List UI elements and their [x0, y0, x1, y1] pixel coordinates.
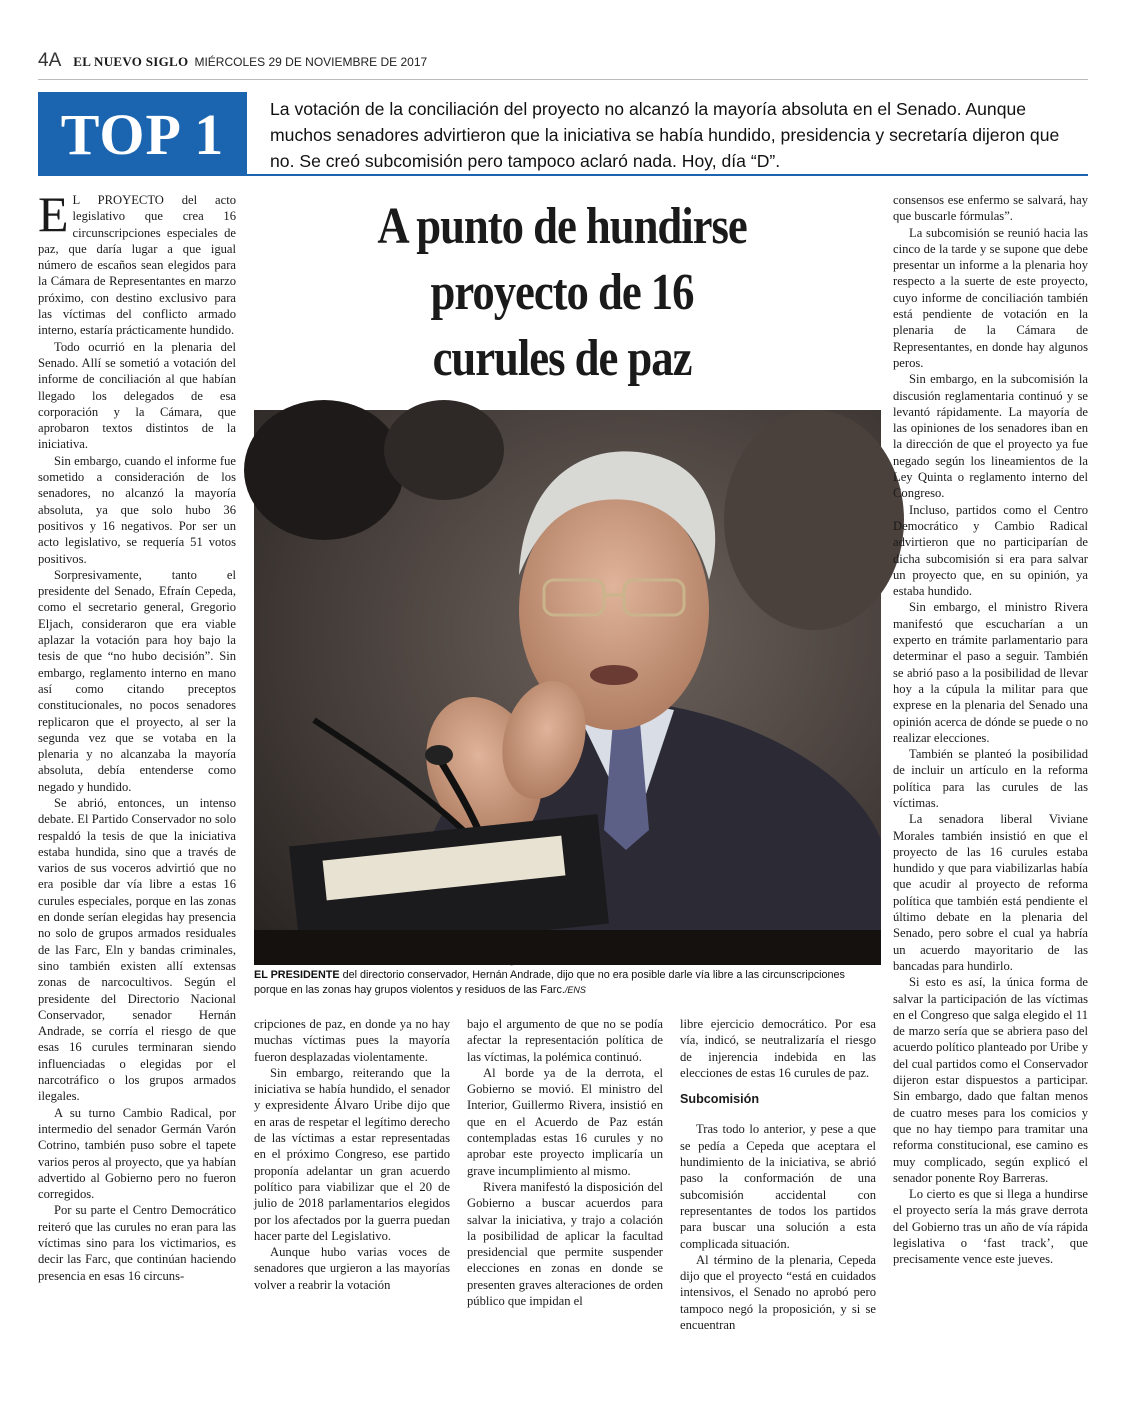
article-paragraph: Sorpresivamente, tanto el presidente del Senado, Efraín Cepeda, como el secretario general, Gregorio Eljach, consideraron que era viable aplazar la votación para hoy bajo la tesis de que “no hubo decisión”. Sin embargo, reglamento interno en mano así como citando preceptos constitucionales, no pocos senadores replicaron que el proyecto, al ser la segunda vez que se votaba en la plenaria y no alcanzaba la mayoría absoluta, debía entenderse como negado y hundido. — [38, 567, 236, 794]
headline — [304, 194, 820, 392]
article-paragraph: Rivera manifestó la disposición del Gobierno a buscar acuerdos para salvar la iniciativa, y trajo a colación la posibilidad de aplicar la facultad presidencial que permite suspender elecciones en zonas en donde se presenten graves alteraciones de orden público que impidan el — [467, 1179, 663, 1309]
headline-line-2: proyecto de 16 — [430, 264, 694, 321]
article-paragraph: A su turno Cambio Radical, por intermedio del senador Germán Varón Cotrino, también puso sobre el tapete varios peros al proyecto, que ya habían advertido al Gobierno pero no fueron corregidos. — [38, 1105, 236, 1202]
article-column-3 — [467, 1016, 663, 1309]
article-paragraph: Por su parte el Centro Democrático reiteró que las curules no eran para las víctimas sino para los victimarios, es decir las Farc, que continúan haciendo presencia en esas 16 circuns- — [38, 1203, 236, 1283]
article-paragraph: consensos ese enfermo se salvará, hay que buscarle fórmulas”. — [893, 193, 1088, 224]
article-column-2 — [254, 1016, 450, 1296]
article-paragraph: Incluso, partidos como el Centro Democrático y Cambio Radical advirtieron que no participarían de dicha subcomisión si era para salvar un proyecto que, en su opinión, ya estaba hundido. — [893, 502, 1088, 599]
article-photo — [254, 410, 881, 965]
article-paragraph: Sin embargo, reiterando que la iniciativa se había hundido, el senador y expresidente Álvaro Uribe dijo que en aras de respetar el legítimo derecho de las víctimas a estar representadas en el próximo Congreso, ese partido proponía adelantar un gran acuerdo político para viabilizar que el 20 de julio de 2018 parlamentarios elegidos por los afectados por la guerra puedan hacer parte del Legislativo. — [254, 1065, 450, 1243]
article-column-1 — [38, 186, 236, 1283]
page-number: 4A — [38, 50, 62, 71]
article-paragraph: cripciones de paz, en donde ya no hay muchas víctimas pues la mayoría fueron desplazadas violentamente. — [254, 1017, 450, 1064]
article-paragraph: bajo el argumento de que no se podía afectar la representación política de las víctimas, la polémica continuó. — [467, 1017, 663, 1064]
headline-line-3: curules de paz — [432, 330, 692, 387]
lead-words: L PROYECTO — [72, 193, 164, 207]
photo-caption — [254, 968, 881, 998]
headline-line-1: A punto de hundirse — [377, 198, 747, 255]
article-paragraph: Al término de la plenaria, Cepeda dijo que el proyecto “está en cuidados intensivos, el Senado no aprobó pero tampoco negó la proposición, y si se encuentran — [680, 1252, 876, 1333]
article-paragraph: Aunque hubo varias voces de senadores que urgieron a las mayorías volver a reabrir la votación — [254, 1245, 450, 1292]
article-paragraph: Sin embargo, el ministro Rivera manifestó que escucharían a un experto en trámite parlamentario para determinar el paso a seguir. También se abrió paso a la posibilidad de llevar hoy a la cúpula la militar para que exprese en la plenaria del Senado una opinión acerca de dónde se puede o no realizar elecciones. — [893, 600, 1088, 745]
photo-credit: /ENS — [564, 985, 586, 995]
article-paragraph: Tras todo lo anterior, y pese a que se pedía a Cepeda que aceptara el hundimiento de la iniciativa, se abrió paso la conformación de una subcomisión accidental con representantes de todos los partidos para buscar una solución a esta complicada situación. — [680, 1122, 876, 1251]
article-column-5 — [893, 192, 1088, 1292]
publication-date: MIÉRCOLES 29 DE NOVIEMBRE DE 2017 — [194, 55, 428, 69]
section-tag: TOP 1 — [38, 92, 247, 176]
article-paragraph: E L PROYECTO del acto legislativo que crea 16 circunscripciones especiales de paz, que daría lugar a que igual número de escaños sean elegidos para la Cámara de Representantes en marzo próximo, con destino exclusivo para las víctimas del conflicto armado interno, estaría prácticamente hundido. — [38, 186, 236, 338]
senator-speaking-illustration — [254, 410, 881, 965]
article-paragraph: Sin embargo, en la subcomisión la discusión reglamentaria continuó y se levantó rápidamente. La mayoría de las opiniones de los senadores iban en la dirección de que el proyecto ya fue negado según los lineamientos de la Ley Quinta o reglamento interno del Congreso. — [893, 372, 1088, 501]
article-column-4 — [680, 1016, 876, 1333]
article-paragraph: Sin embargo, cuando el informe fue sometido a consideración de los senadores, no alcanzó la mayoría absoluta, ya que solo hubo 36 positivos y 16 negativos. Por ser un acto legislativo, se requería 51 votos positivos. — [38, 453, 236, 566]
article-paragraph: Lo cierto es que si llega a hundirse el proyecto sería la más grave derrota del Gobierno tras un año de vía rápida legislativa o ‘fast track’, que precisamente vence este jueves. — [893, 1187, 1088, 1267]
article-paragraph: Todo ocurrió en la plenaria del Senado. Allí se sometió a votación del informe de conciliación al que habían llegado los delegados de esa corporación y la Cámara, que aprobaron textos distintos de la iniciativa. — [38, 339, 236, 452]
section-summary: La votación de la conciliación del proyecto no alcanzó la mayoría absoluta en el Senado. Aunque muchos senadores advirtieron que la iniciativa se había hundido, presidencia y secretaría dijeron que no. Se creó subcomisión pero tampoco aclaró nada. Hoy, día “D”. — [270, 99, 1060, 171]
page-header — [38, 50, 1088, 80]
article-paragraph: Al borde ya de la derrota, el Gobierno se movió. El ministro del Interior, Guillermo Rivera, insistió en que en el Acuerdo de Paz están contempladas estas 16 curules y no aprobar este proyecto implicaría un grave incumplimiento al mismo. — [467, 1065, 663, 1178]
article-paragraph: Se abrió, entonces, un intenso debate. El Partido Conservador no solo respaldó la tesis de que la iniciativa estaba hundida, sino que a través de varios de sus voceros advirtió que no era posible dar vía libre a estas 16 curules especiales, porque en las zonas en donde serían elegidas hay presencia no solo de grupos armados residuales de las Farc, Eln y bandas criminales, sino también existen allí extensas zonas de narcocultivos. Según el presidente del Directorio Nacional Conservador, senador Hernán Andrade, se corría el riesgo de que esas 16 curules terminaran siendo influenciadas o elegidas por el narcotráfico o los grupos armados ilegales. — [38, 795, 236, 1104]
caption-lead: EL PRESIDENTE — [254, 969, 340, 981]
newspaper-name: EL NUEVO SIGLO — [73, 54, 189, 69]
article-paragraph: Si esto es así, la única forma de salvar la participación de las víctimas en el Congreso que salga elegido el 11 de marzo sería que se abriera paso del acuerdo político planteado por Uribe y del cual partidos como el Conservador dijeron estar dispuestos a participar. Sin embargo, dado que faltan menos de cuatro meses para los comicios y que no hay tiempo para tramitar una reforma constitucional, ese camino es muy complicado, según explicó el senador ponente Roy Barreras. — [893, 975, 1088, 1185]
drop-cap: E — [38, 186, 69, 242]
article-paragraph: libre ejercicio democrático. Por esa vía, indicó, se neutralizaría el riesgo de injerencia indebida en las elecciones de estas 16 curules de paz. — [680, 1017, 876, 1080]
caption-text: del directorio conservador, Hernán Andrade, dijo que no era posible darle vía libre a las circunscripciones porque en las zonas hay grupos violentos y residuos de las Farc. — [254, 969, 845, 996]
article-paragraph: También se planteó la posibilidad de incluir un artículo en la reforma política para las curules de las víctimas. — [893, 747, 1088, 810]
article-paragraph: La senadora liberal Viviane Morales también insistió en que el proyecto de las 16 curules estaba hundido y que para viabilizarlas había que acudir al proyecto de reforma política que también está pendiente el último debate en la plenaria del Senado, pero sobre el cual ya habría un acuerdo mayoritario de las bancadas para hundirlo. — [893, 812, 1088, 973]
article-paragraph: La subcomisión se reunió hacia las cinco de la tarde y se supone que debe presentar un informe a la plenaria hoy respecto a la suerte de este proyecto, cuyo informe de conciliación también está pendiente de votación en la plenaria de la Cámara de Representantes, en donde hay algunos peros. — [893, 225, 1088, 370]
subheading: Subcomisión — [680, 1092, 760, 1107]
section-banner — [38, 92, 1088, 176]
